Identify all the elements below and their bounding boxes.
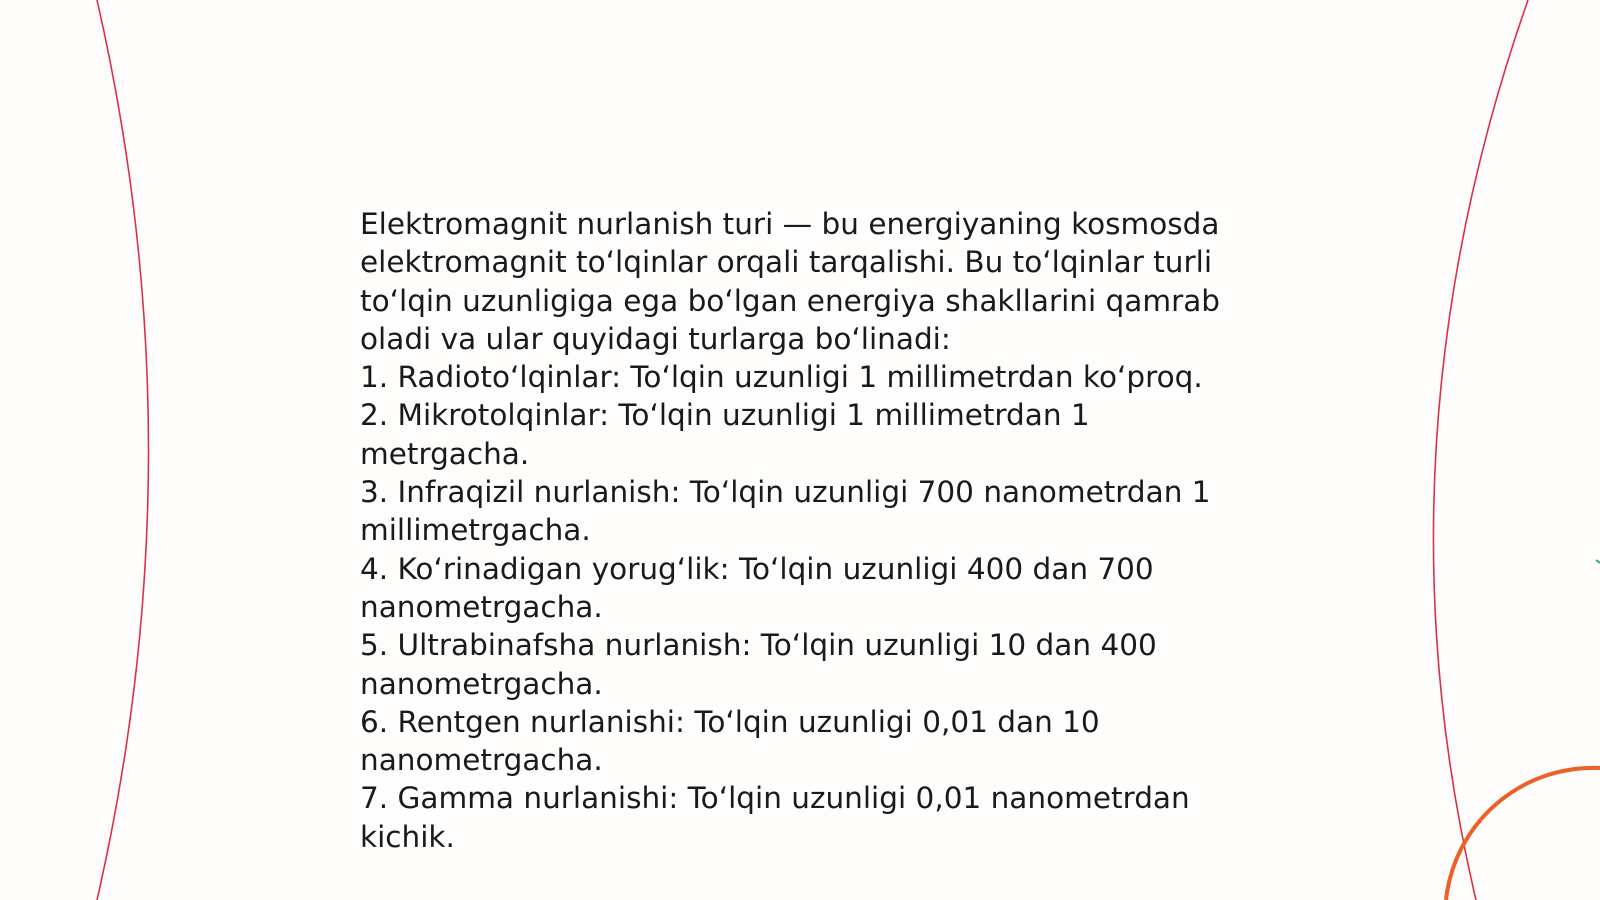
list-item-xray: 6. Rentgen nurlanishi: Toʻlqin uzunligi 0,01 dan 10 nanometrgacha.: [360, 704, 1100, 778]
intro-paragraph: Elektromagnit nurlanish turi — bu energiyaning kosmosda elektromagnit toʻlqinlar orqali tarqalishi. Bu toʻlqinlar turli toʻlqin uzunligiga ega boʻlgan energiya shakllarini qamrab oladi va ular quyidagi turlarga boʻlinadi:: [360, 207, 1221, 356]
list-item-visible-light: 4. Koʻrinadigan yorugʻlik: Toʻlqin uzunligi 400 dan 700 nanometrgacha.: [360, 551, 1154, 624]
list-item-microwave: 2. Mikrotolqinlar: Toʻlqin uzunligi 1 millimetrdan 1 metrgacha.: [360, 398, 1090, 471]
orange-arc: [1446, 768, 1600, 900]
list-item-radio: 1. Radiotoʻlqinlar: Toʻlqin uzunligi 1 millimetrdan koʻproq.: [360, 360, 1203, 395]
list-item-gamma: 7. Gamma nurlanishi: Toʻlqin uzunligi 0,01 nanometrdan kichik.: [360, 781, 1190, 854]
left-curve: [97, 0, 149, 900]
list-item-ultraviolet: 5. Ultrabinafsha nurlanish: Toʻlqin uzunligi 10 dan 400 nanometrgacha.: [360, 628, 1157, 701]
right-curve: [1433, 0, 1528, 900]
green-accent: [1596, 560, 1600, 563]
list-item-infrared: 3. Infraqizil nurlanish: Toʻlqin uzunligi 700 nanometrdan 1 millimetrgacha.: [360, 475, 1211, 548]
body-text: [360, 205, 1240, 856]
